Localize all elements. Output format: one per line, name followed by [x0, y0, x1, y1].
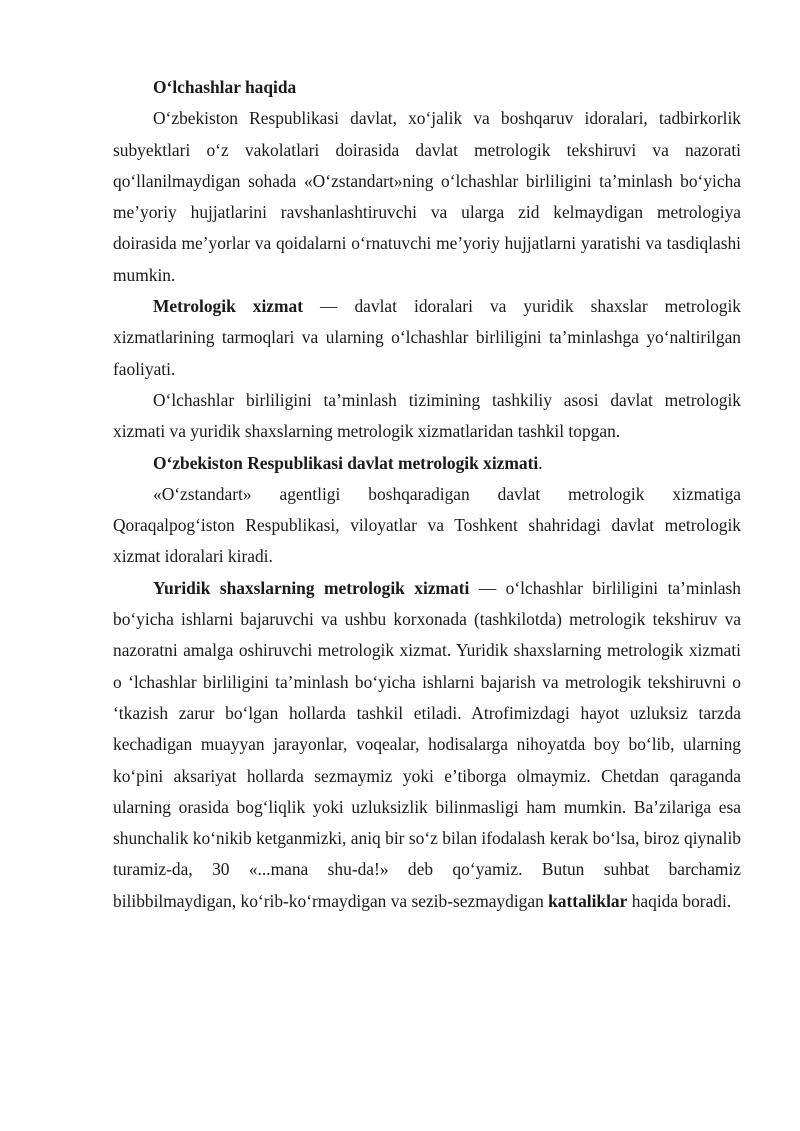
term-state-service: O‘zbekiston Respublikasi davlat metrologik xizmati	[153, 452, 539, 473]
paragraph-system-basis: O‘lchashlar birliligini ta’minlash tizimining tashkiliy asosi davlat metrologik xizmati va yuridik shaxslarning metrologik xizmatlaridan tashkil topgan.	[113, 389, 741, 442]
paragraph-agency: «O‘zstandart» agentligi boshqaradigan davlat metrologik xizmatiga Qoraqalpog‘iston Respublikasi, viloyatlar va Toshkent shahridagi davlat metrologik xizmat idoralari kiradi.	[113, 483, 741, 567]
term-metrological-service: Metrologik xizmat	[153, 296, 304, 317]
term-state-service-period: .	[538, 452, 543, 473]
term-quantities: kattaliklar	[548, 890, 628, 911]
paragraph-state-service-heading	[113, 448, 741, 479]
definition-metrological-service: — davlat idoralari va yuridik shaxslar metrologik xizmatlarining tarmoqlari va ularning o‘lchashlar birliligini ta’minlashga yo‘naltirilgan faoliyati.	[113, 296, 741, 379]
document-page	[113, 72, 741, 917]
term-legal-entities-service: Yuridik shaxslarning metrologik xizmati	[153, 577, 470, 598]
paragraph-intro: O‘zbekiston Respublikasi davlat, xo‘jalik va boshqaruv idoralari, tadbirkorlik subyektlari o‘z vakolatlari doirasida davlat metrologik tekshiruvi va nazorati qo‘llanilmaydigan sohada «O‘zstandart»ning o‘lchashlar birliligini ta’minlash bo‘yicha me’yoriy hujjatlarini ravshanlashtiruvchi va ularga zid kelmaydigan metrologiya doirasida me’yorlar va qoidalarni o‘rnatuvchi me’yoriy hujjatlarni yaratishi va tasdiqlashi mumkin.	[113, 108, 741, 285]
paragraph-metrological-service	[113, 291, 741, 385]
definition-legal-entities-service: — o‘lchashlar birliligini ta’minlash bo‘yicha ishlarni bajaruvchi va ushbu korxonada (tashkilotda) metrologik tekshiruv va nazoratni amalga oshiruvchi metrologik xizmat. Yuridik shaxslarning metrologik xizmati o ‘lchashlar birliligini ta’minlash bo‘yicha ishlarni bajarish va metrologik tekshiruvni o ‘tkazish zarur bo‘lgan hollarda tashkil etiladi. Atrofimizdagi hayot uzluksiz tarzda kechadigan muayyan jarayonlar, voqealar, hodisalarga nihoyatda boy bo‘lib, ularning ko‘pini aksariyat hollarda sezmaymiz yoki e’tiborga olmaymiz. Chetdan qaraganda ularning orasida bog‘liqlik yoki uzluksizlik bilinmasligi ham mumkin. Ba’zilariga esa shunchalik ko‘nikib ketganmizki, aniq bir so‘z bilan ifodalash kerak bo‘lsa, biroz qiynalib turamiz-da, 30 «...mana shu-da!» deb qo‘yamiz. Butun suhbat barchamiz bilibbilmaydigan, ko‘rib-ko‘rmaydigan va sezib-sezmaydigan	[113, 577, 741, 911]
section-heading: O‘lchashlar haqida	[153, 77, 297, 97]
paragraph-legal-entities	[113, 573, 741, 917]
paragraph-ending: haqida boradi.	[627, 890, 732, 911]
